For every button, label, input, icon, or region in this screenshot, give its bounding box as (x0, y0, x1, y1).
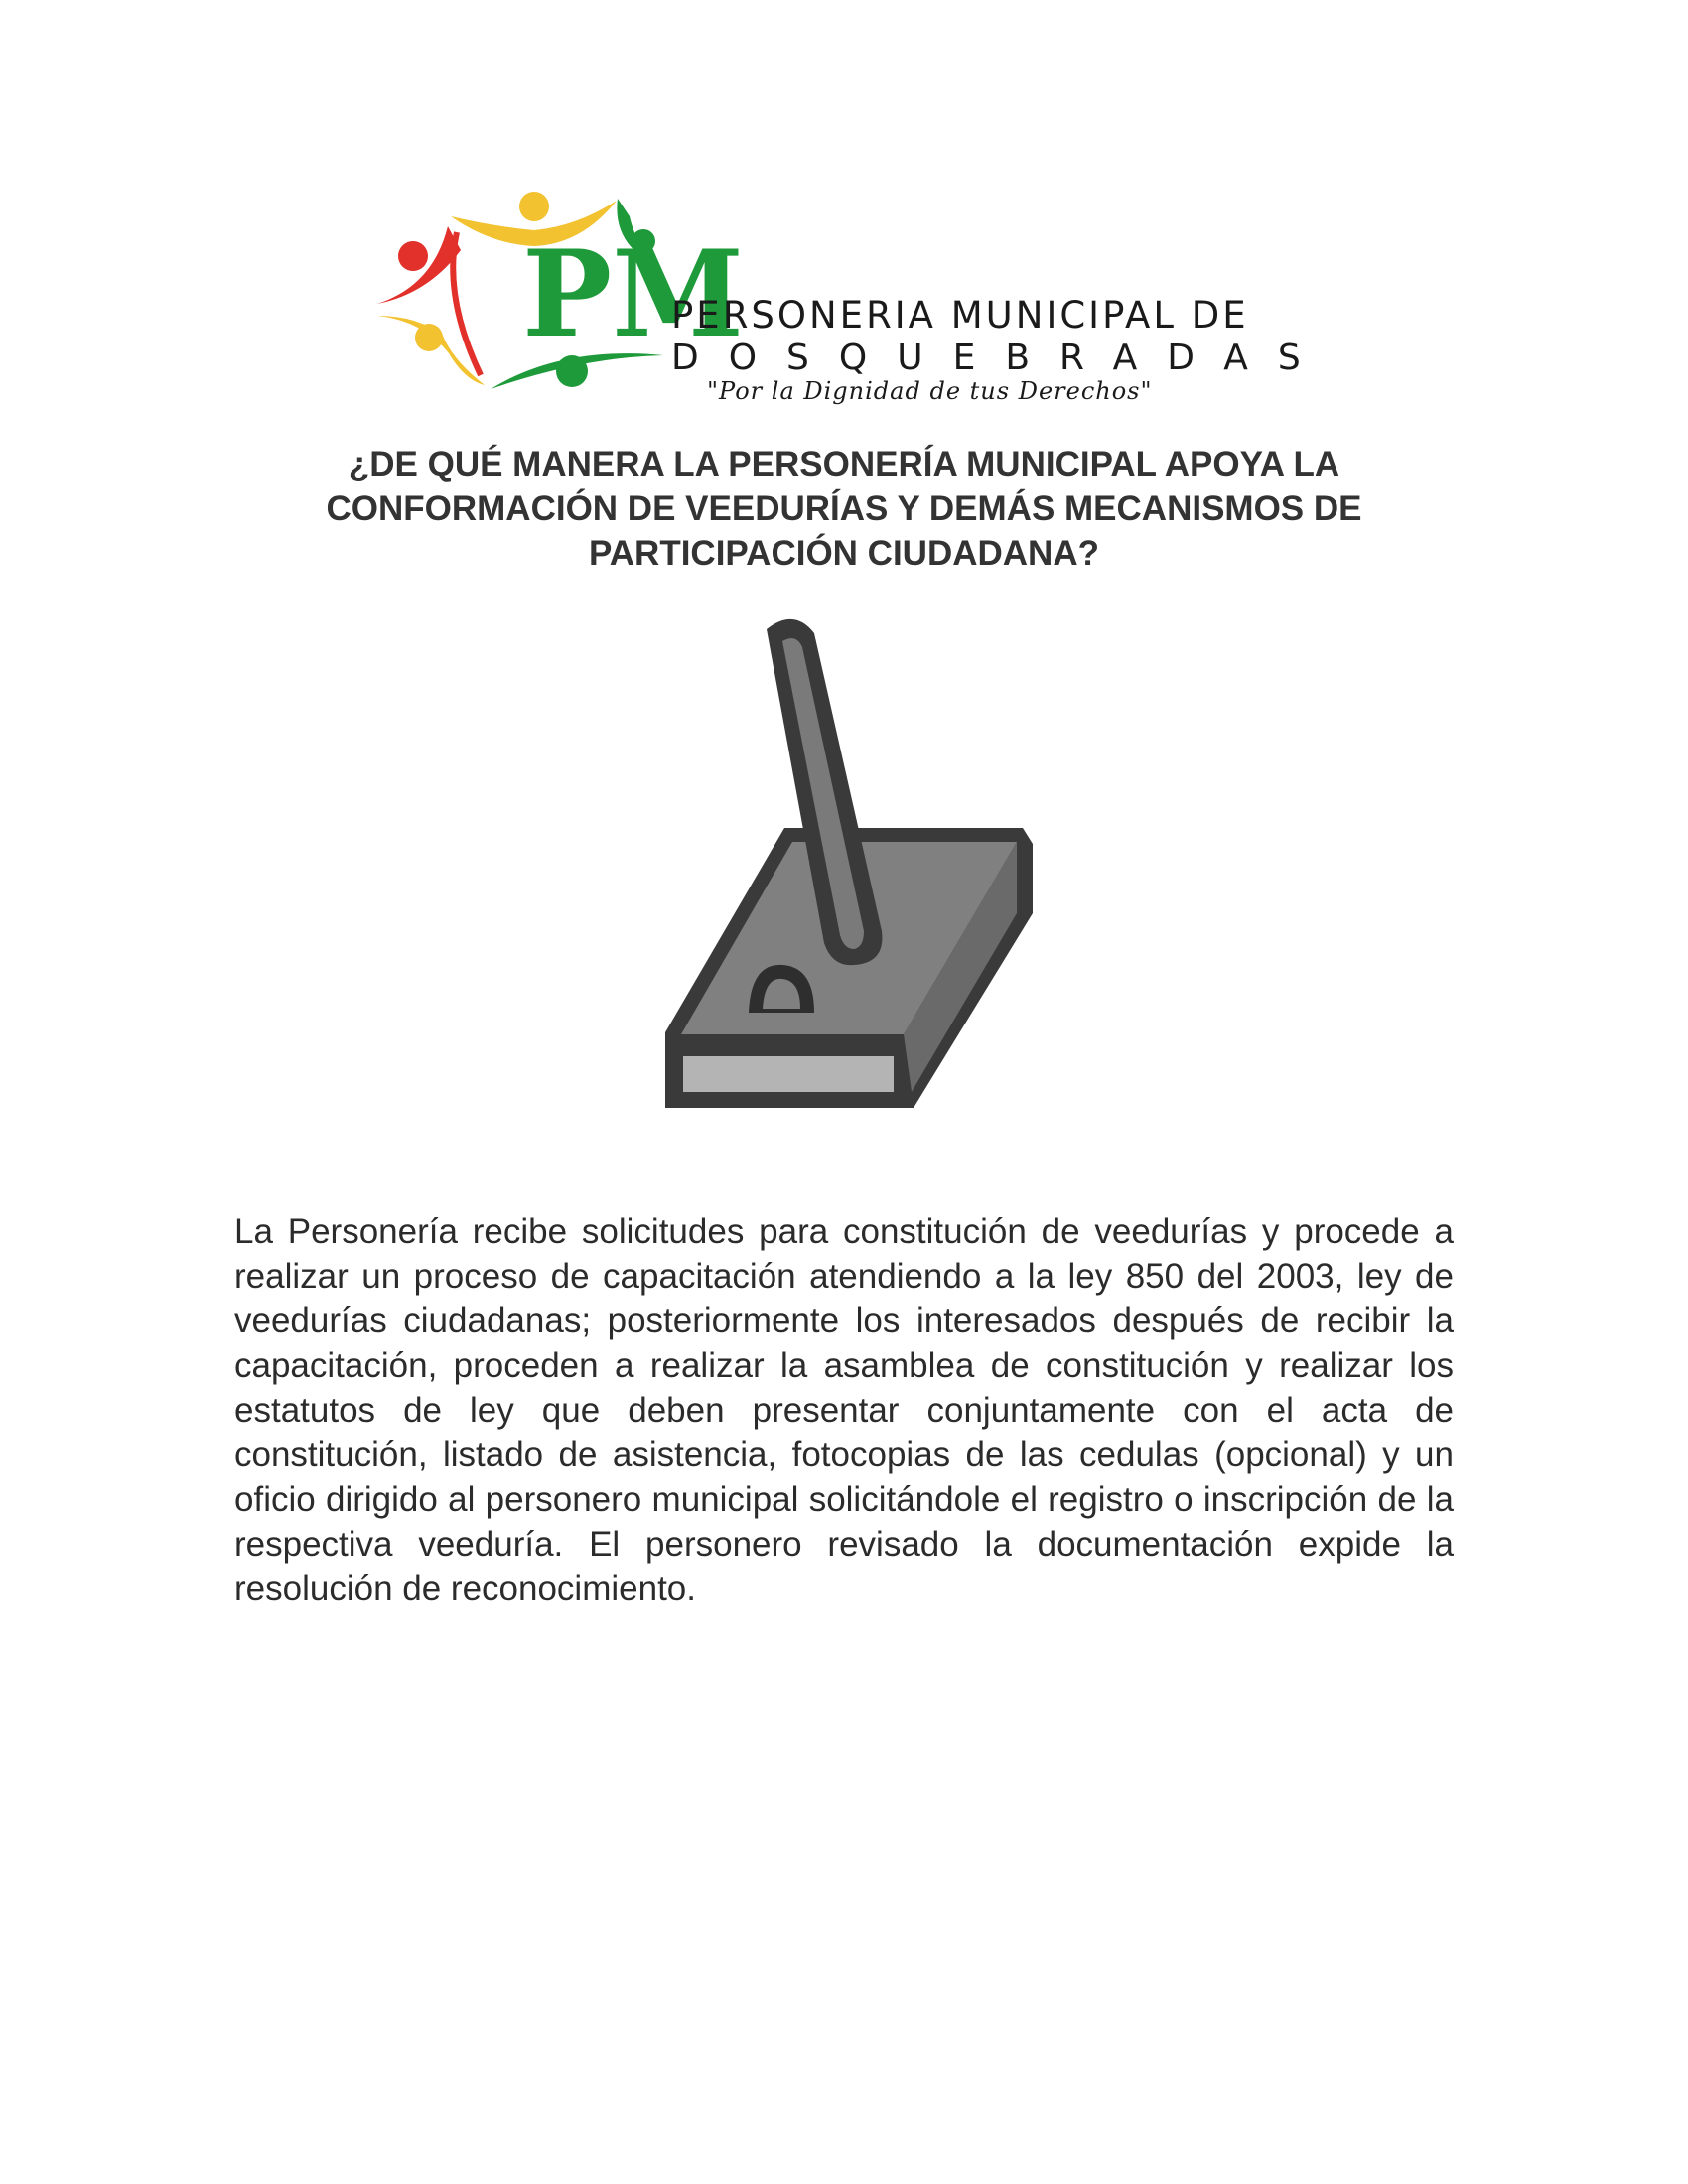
title-line-3: PARTICIPACIÓN CIUDADANA? (589, 534, 1099, 573)
logo-emblem-icon (373, 187, 745, 405)
logo-letters: PM (522, 224, 745, 364)
title-line-2: CONFORMACIÓN DE VEEDURÍAS Y DEMÁS MECANISMOS DE (326, 489, 1362, 528)
logo-slogan: "Por la Dignidad de tus Derechos" (707, 377, 1153, 405)
ballot-box-icon (655, 615, 1033, 1132)
title-line-1: ¿DE QUÉ MANERA LA PERSONERÍA MUNICIPAL APOYA LA (348, 445, 1340, 483)
ballot-box-illustration (655, 615, 1033, 1132)
body-paragraph: La Personería recibe solicitudes para constitución de veedurías y procede a realizar un proceso de capacitación atendiendo a la ley 850 del 2003, ley de veedurías ciudadanas; posteriormente los interesados después de recibir la capacitación, proceden a realizar la asamblea de constitución y realizar los estatutos de ley que deben presentar conjuntamente con el acta de constitución, listado de asistencia, fotocopias de las cedulas (opcional) y un oficio dirigido al personero municipal solicitándole el registro o inscripción de la respectiva veeduría. El personero revisado la documentación expide la resolución de reconocimiento. (234, 1212, 1454, 1608)
personeria-logo (373, 187, 1331, 405)
page-title (228, 442, 1460, 576)
logo-title-line2: DOSQUEBRADAS (671, 338, 1331, 378)
logo-title-line1: PERSONERIA MUNICIPAL DE (671, 294, 1249, 337)
